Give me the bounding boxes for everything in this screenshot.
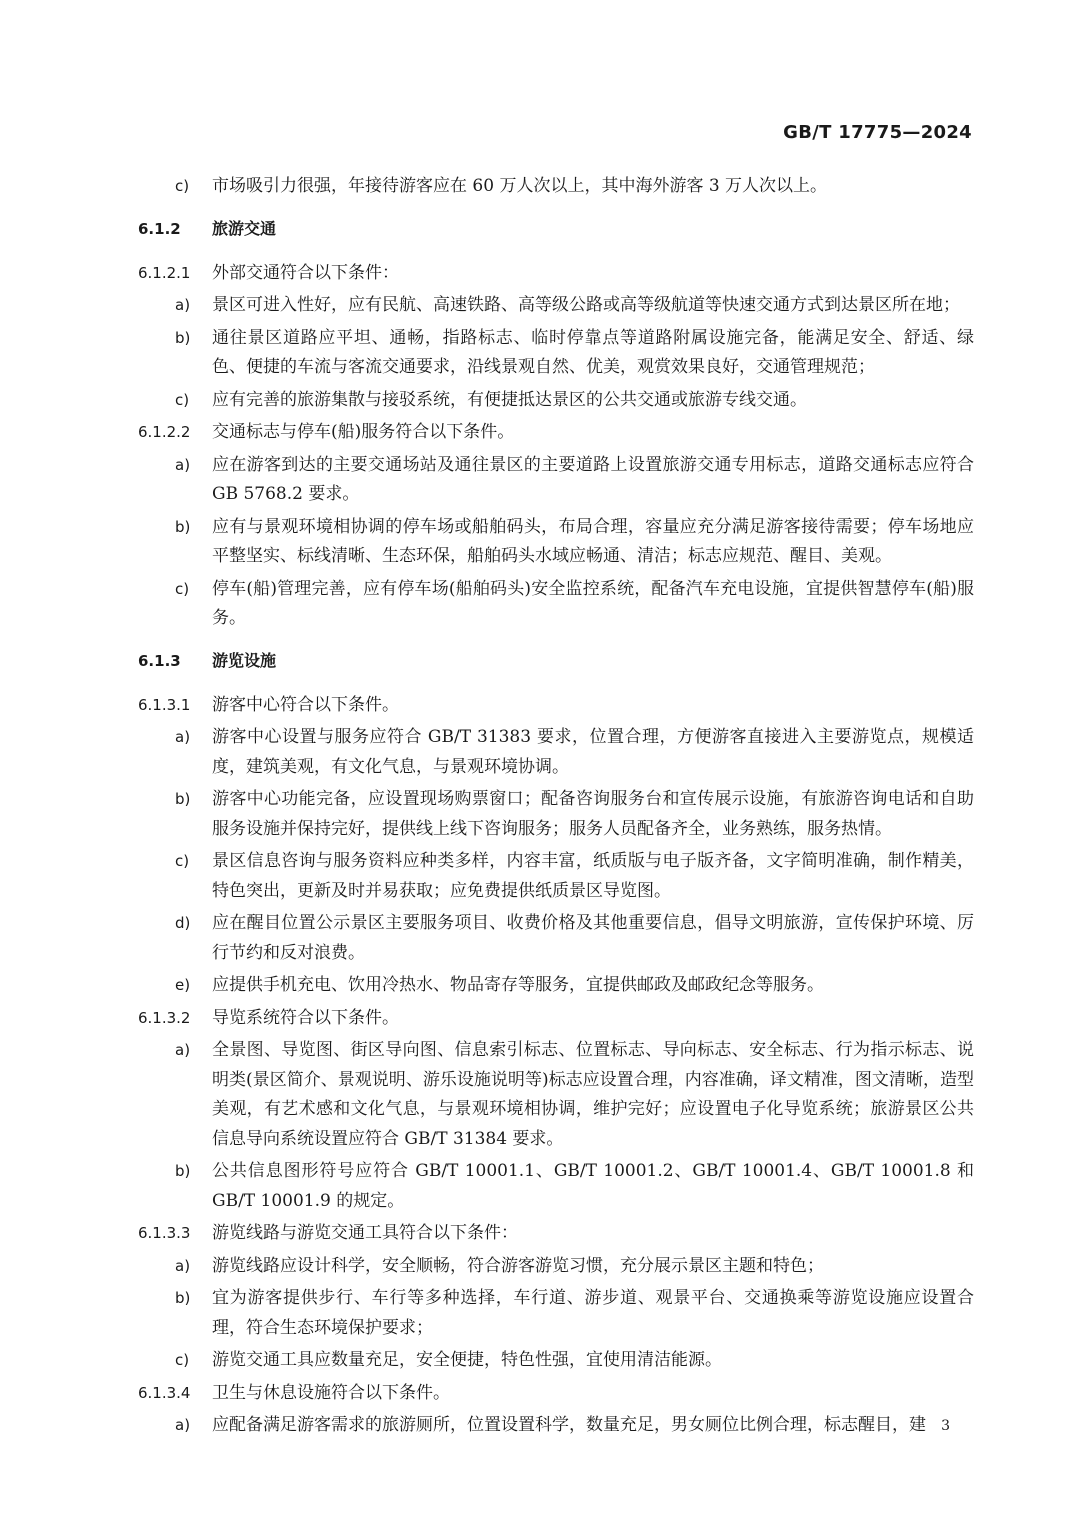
clause-number: 6.1.3.3: [138, 1224, 191, 1242]
clause-text: 外部交通符合以下条件：: [212, 262, 399, 283]
list-item-text: 应在游客到达的主要交通场站及通往景区的主要道路上设置旅游交通专用标志，道路交通标志应符合 GB 5768.2 要求。: [212, 454, 974, 504]
standard-code: GB/T 17775—2024: [783, 122, 972, 143]
clause-heading: [138, 1219, 974, 1249]
list-marker: c): [175, 579, 190, 598]
section-title: 游览设施: [212, 650, 277, 670]
list-marker: e): [175, 976, 191, 994]
clause-heading: [138, 1379, 974, 1409]
clause-text: 游览线路与游览交通工具符合以下条件：: [212, 1223, 518, 1243]
list-item-text: 游客中心设置与服务应符合 GB/T 31383 要求，位置合理，方便游客直接进入主要游览点，规模适度，建筑美观，有文化气息，与景观环境协调。: [212, 727, 974, 777]
list-marker: c): [175, 177, 190, 195]
list-item-text: 游览交通工具应数量充足，安全便捷，特色性强，宜使用清洁能源。: [212, 1350, 722, 1370]
clause-text: 交通标志与停车(船)服务符合以下条件。: [212, 422, 515, 442]
clause-heading: [138, 259, 974, 289]
list-marker: b): [175, 790, 191, 808]
list-item: [138, 785, 974, 844]
list-item-text: 应配备满足游客需求的旅游厕所，位置设置科学，数量充足，男女厕位比例合理，标志醒目，建: [212, 1415, 926, 1435]
list-item: [138, 324, 974, 383]
clause-text: 卫生与休息设施符合以下条件。: [212, 1382, 450, 1403]
clause-heading: [138, 1004, 974, 1034]
clause-text: 游客中心符合以下条件。: [212, 694, 399, 715]
list-marker: b): [175, 1289, 191, 1307]
list-marker: a): [175, 296, 191, 314]
clause-number: 6.1.2.2: [138, 423, 191, 441]
list-marker: b): [175, 1162, 191, 1180]
list-item: [138, 1036, 974, 1154]
list-marker: d): [175, 914, 191, 932]
list-marker: b): [175, 328, 191, 347]
list-item-text: 公共信息图形符号应符合 GB/T 10001.1、GB/T 10001.2、GB/T 10001.4、GB/T 10001.8 和 GB/T 10001.9 的规定。: [212, 1161, 974, 1211]
list-marker: c): [175, 390, 190, 409]
list-item: [138, 847, 974, 906]
list-item-text: 宜为游客提供步行、车行等多种选择，车行道、游步道、观景平台、交通换乘等游览设施应设置合理，符合生态环境保护要求；: [212, 1288, 974, 1338]
list-item-text: 景区可进入性好，应有民航、高速铁路、高等级公路或高等级航道等快速交通方式到达景区所在地；: [212, 295, 960, 315]
list-item-text: 应在醒目位置公示景区主要服务项目、收费价格及其他重要信息，倡导文明旅游，宣传保护环境、厉行节约和反对浪费。: [212, 913, 974, 963]
list-item-text: 应有与景观环境相协调的停车场或船舶码头，布局合理，容量应充分满足游客接待需要；停车场地应平整坚实、标线清晰、生态环保，船舶码头水域应畅通、清洁；标志应规范、醒目、美观。: [212, 516, 974, 566]
list-item: [138, 575, 974, 634]
clause-heading: [138, 691, 974, 721]
list-item: [138, 172, 974, 202]
list-item: [138, 1157, 974, 1216]
list-item: [138, 971, 974, 1001]
section-heading: [138, 646, 974, 676]
list-item: [138, 1411, 974, 1441]
list-item-text: 应有完善的旅游集散与接驳系统，有便捷抵达景区的公共交通或旅游专线交通。: [212, 389, 807, 410]
clause-number: 6.1.3.1: [138, 695, 191, 714]
list-item: [138, 909, 974, 968]
list-item-text: 景区信息咨询与服务资料应种类多样，内容丰富，纸质版与电子版齐备，文字简明准确，制作精美，特色突出，更新及时并易获取；应免费提供纸质景区导览图。: [212, 851, 974, 901]
section-title: 旅游交通: [212, 218, 277, 238]
list-item: [138, 1346, 974, 1376]
clause-number: 6.1.3.4: [138, 1383, 191, 1402]
list-item-text: 游览线路应设计科学，安全顺畅，符合游客游览习惯，充分展示景区主题和特色；: [212, 1255, 824, 1276]
list-item-text: 市场吸引力很强，年接待游客应在 60 万人次以上，其中海外游客 3 万人次以上。: [212, 176, 828, 196]
section-heading: [138, 214, 974, 244]
list-item: [138, 1284, 974, 1343]
list-item-text: 应提供手机充电、饮用冷热水、物品寄存等服务，宜提供邮政及邮政纪念等服务。: [212, 975, 824, 995]
list-item: [138, 723, 974, 782]
list-marker: a): [175, 455, 191, 474]
list-item: [138, 1252, 974, 1282]
list-marker: a): [175, 1256, 191, 1275]
list-item-text: 停车(船)管理完善，应有停车场(船舶码头)安全监控系统，配备汽车充电设施，宜提供智慧停车(船)服务。: [212, 578, 974, 628]
section-number: 6.1.2: [138, 219, 181, 238]
clause-heading: [138, 418, 974, 448]
list-item: [138, 291, 974, 321]
list-marker: a): [175, 1041, 191, 1059]
list-item: [138, 386, 974, 416]
clause-text: 导览系统符合以下条件。: [212, 1007, 399, 1028]
list-marker: c): [175, 852, 190, 870]
list-marker: a): [175, 728, 191, 746]
list-marker: a): [175, 1416, 191, 1434]
list-item-text: 通往景区道路应平坦、通畅，指路标志、临时停靠点等道路附属设施完备，能满足安全、舒适、绿色、便捷的车流与客流交通要求，沿线景观自然、优美，观赏效果良好，交通管理规范；: [212, 327, 974, 377]
list-item-text: 游客中心功能完备，应设置现场购票窗口；配备咨询服务台和宣传展示设施，有旅游咨询电话和自助服务设施并保持完好，提供线上线下咨询服务；服务人员配备齐全，业务熟练，服务热情。: [212, 789, 974, 839]
clause-number: 6.1.2.1: [138, 263, 191, 282]
section-number: 6.1.3: [138, 651, 181, 670]
page-number: 3: [941, 1418, 950, 1434]
list-item: [138, 451, 974, 510]
list-marker: c): [175, 1351, 190, 1369]
list-item: [138, 513, 974, 572]
list-marker: b): [175, 517, 191, 536]
list-item-text: 全景图、导览图、街区导向图、信息索引标志、位置标志、导向标志、安全标志、行为指示标志、说明类(景区简介、景观说明、游乐设施说明等)标志应设置合理，内容准确，译文精准，图文清晰，造型美观，有艺术感和文化气息，与景观环境相协调，维护完好；应设置电子化导览系统；旅游景区公共信息导向系统设置应符合 GB/T 31384 要求。: [212, 1040, 974, 1149]
document-body: [138, 172, 974, 1444]
clause-number: 6.1.3.2: [138, 1008, 191, 1027]
